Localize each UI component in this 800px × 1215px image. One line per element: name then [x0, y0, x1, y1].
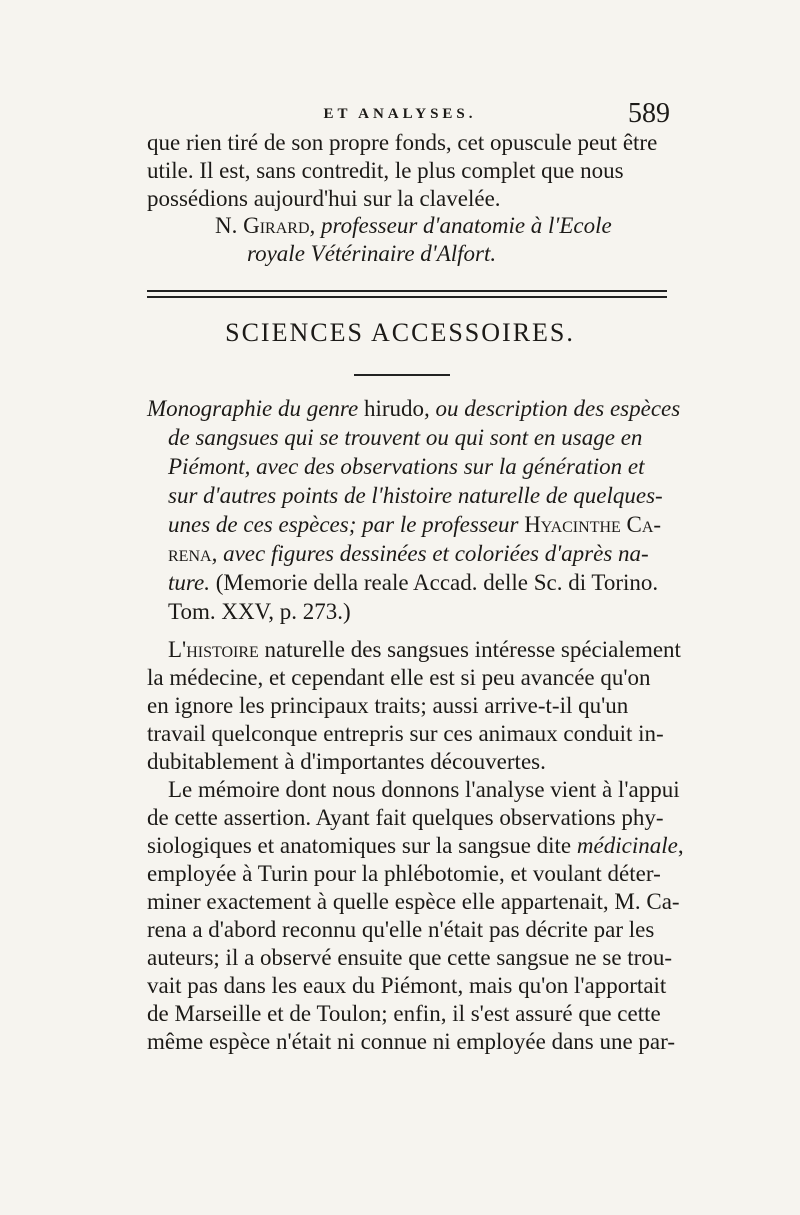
text-line: en ignore les principaux traits; aussi arrive-t-il qu'un: [147, 693, 629, 718]
ref-line: rena, avec figures dessinées et coloriées d'après na-: [168, 541, 649, 566]
text-line: rena a d'abord reconnu qu'elle n'était pas décrite par les: [147, 917, 655, 942]
ref-line: de sangsues qui se trouvent ou qui sont en usage en: [168, 425, 643, 450]
section-divider-bottom: [147, 296, 667, 298]
ref-line: Piémont, avec des observations sur la génération et: [168, 454, 645, 479]
text-line: Le mémoire dont nous donnons l'analyse vient à l'appui: [168, 777, 680, 802]
text-line: que rien tiré de son propre fonds, cet opuscule peut être: [147, 130, 658, 155]
text-line: travail quelconque entrepris sur ces animaux conduit in-: [147, 721, 664, 746]
text-line: même espèce n'était ni connue ni employée dans une par-: [147, 1029, 676, 1054]
text-line: de cette assertion. Ayant fait quelques observations phy-: [147, 805, 664, 830]
author-name: N. Girard: [215, 213, 310, 238]
author-institution: royale Vétérinaire d'Alfort.: [247, 241, 497, 266]
ref-line: ture. (Memorie della reale Accad. delle Sc. di Torino.: [168, 570, 659, 595]
text-line: auteurs; il a observé ensuite que cette sangsue ne se trou-: [147, 945, 672, 970]
text-line: possédions aujourd'hui sur la clavelée.: [147, 186, 501, 211]
text-line: de Marseille et de Toulon; enfin, il s'est assuré que cette: [147, 1001, 661, 1026]
text-line: dubitablement à d'importantes découvertes.: [147, 749, 546, 774]
text-line: utile. Il est, sans contredit, le plus complet que nous: [147, 158, 624, 183]
ref-line: Tom. XXV, p. 273.): [168, 599, 351, 624]
section-divider-top: [147, 290, 667, 292]
text-line: siologiques et anatomiques sur la sangsue dite médicinale,: [147, 833, 684, 858]
text-line: vait pas dans les eaux du Piémont, mais qu'on l'apportait: [147, 973, 667, 998]
author-signature: [215, 213, 612, 239]
author-title: , professeur d'anatomie à l'Ecole: [309, 213, 612, 238]
text-line: miner exactement à quelle espèce elle appartenait, M. Ca-: [147, 889, 680, 914]
ref-line: unes de ces espèces; par le professeur Hyacinthe Ca-: [168, 512, 662, 537]
text-line: employée à Turin pour la phlébotomie, et voulant déter-: [147, 861, 661, 886]
text-line: la médecine, et cependant elle est si peu avancée qu'on: [147, 665, 651, 690]
running-title: ET ANALYSES.: [323, 106, 477, 122]
ref-line: Monographie du genre hirudo, ou description des espèces: [147, 396, 681, 421]
text-line: L'histoire naturelle des sangsues intéresse spécialement: [168, 637, 681, 662]
section-title: SCIENCES ACCESSOIRES.: [225, 318, 575, 347]
page-number: 589: [628, 98, 670, 129]
ref-line: sur d'autres points de l'histoire naturelle de quelques-: [168, 483, 663, 508]
title-underline: [354, 374, 450, 376]
